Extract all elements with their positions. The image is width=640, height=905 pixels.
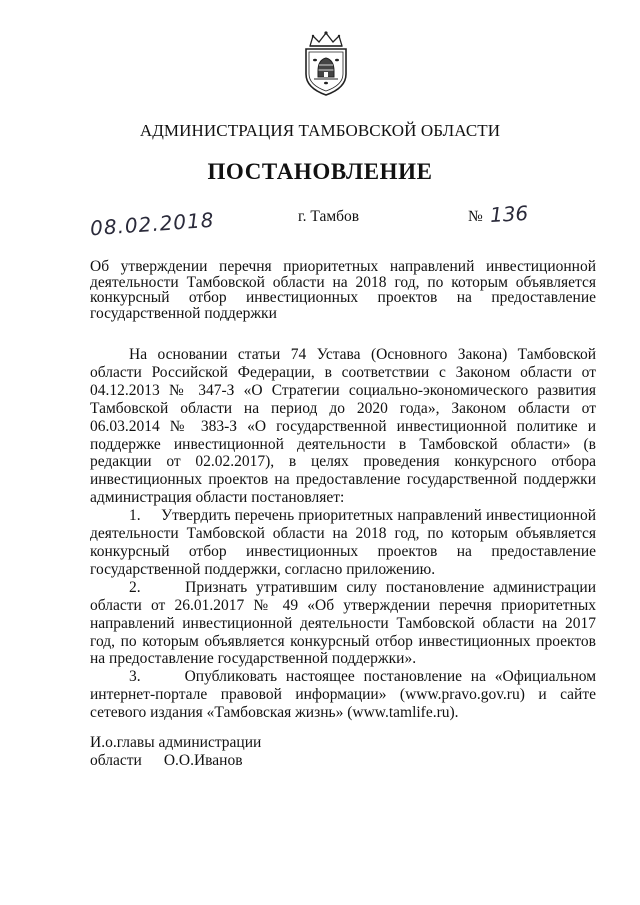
list-item	[90, 507, 596, 579]
handwritten-date: 08.02.2018	[89, 207, 216, 241]
item-number: 3.	[129, 668, 141, 686]
item-text: Утвердить перечень приоритетных направлений инвестиционной деятельности Тамбовской области на 2018 год, по которым объявляется конкурсный отбор инвестиционных проектов на предоставление государственной поддержки, согласно приложению.	[90, 507, 596, 578]
item-text: Опубликовать настоящее постановление на «Официальном интернет-портале правовой информации» (www.pravo.gov.ru) и сайте сетевого издания «Тамбовская жизнь» (www.tamlife.ru).	[90, 668, 597, 722]
coat-of-arms-icon	[298, 30, 354, 98]
list-item	[90, 668, 596, 722]
handwritten-number: 136	[489, 201, 529, 227]
document-subject: Об утверждении перечня приоритетных направлений инвестиционной деятельности Тамбовской области на 2018 год, по которым объявляется конкурсный отбор инвестиционных проектов на предоставление государственной поддержки	[90, 258, 596, 322]
item-text: Признать утратившим силу постановление администрации области от 26.01.2017 № 49 «Об утверждении перечня приоритетных направлений инвестиционной деятельности Тамбовской области на 2017 год, по которым объявляется конкурсный отбор инвестиционных проектов на предоставление государственной поддержки».	[90, 578, 596, 668]
item-number: 1.	[129, 507, 141, 525]
number-sign: №	[468, 208, 483, 225]
city-label: г. Тамбов	[298, 208, 360, 225]
preamble-paragraph: На основании статьи 74 Устава (Основного Закона) Тамбовской области Российской Федерации, в соответствии с Законом области от 04.12.2013 № 347-З «О Стратегии социально-экономического развития Тамбовской области на период до 2020 года», Законом области от 06.03.2014 № 383-З «О государственной инвестиционной политике и поддержке инвестиционной деятельности в Тамбовской области» (в редакции от 02.02.2017), в целях проведения конкурсного отбора инвестиционных проектов на предоставление государственной поддержки администрация области постановляет:	[90, 346, 596, 507]
document-body	[90, 346, 596, 722]
list-item	[90, 579, 596, 669]
signature-block	[90, 734, 261, 769]
item-number: 2.	[129, 578, 141, 596]
signatory-position: И.о.главы администрации	[90, 734, 262, 751]
organization-title: АДМИНИСТРАЦИЯ ТАМБОВСКОЙ ОБЛАСТИ	[139, 121, 501, 140]
signatory-position-cont: области	[90, 751, 142, 769]
signatory-name: О.О.Иванов	[163, 751, 243, 769]
document-type-title: ПОСТАНОВЛЕНИЕ	[207, 159, 433, 184]
